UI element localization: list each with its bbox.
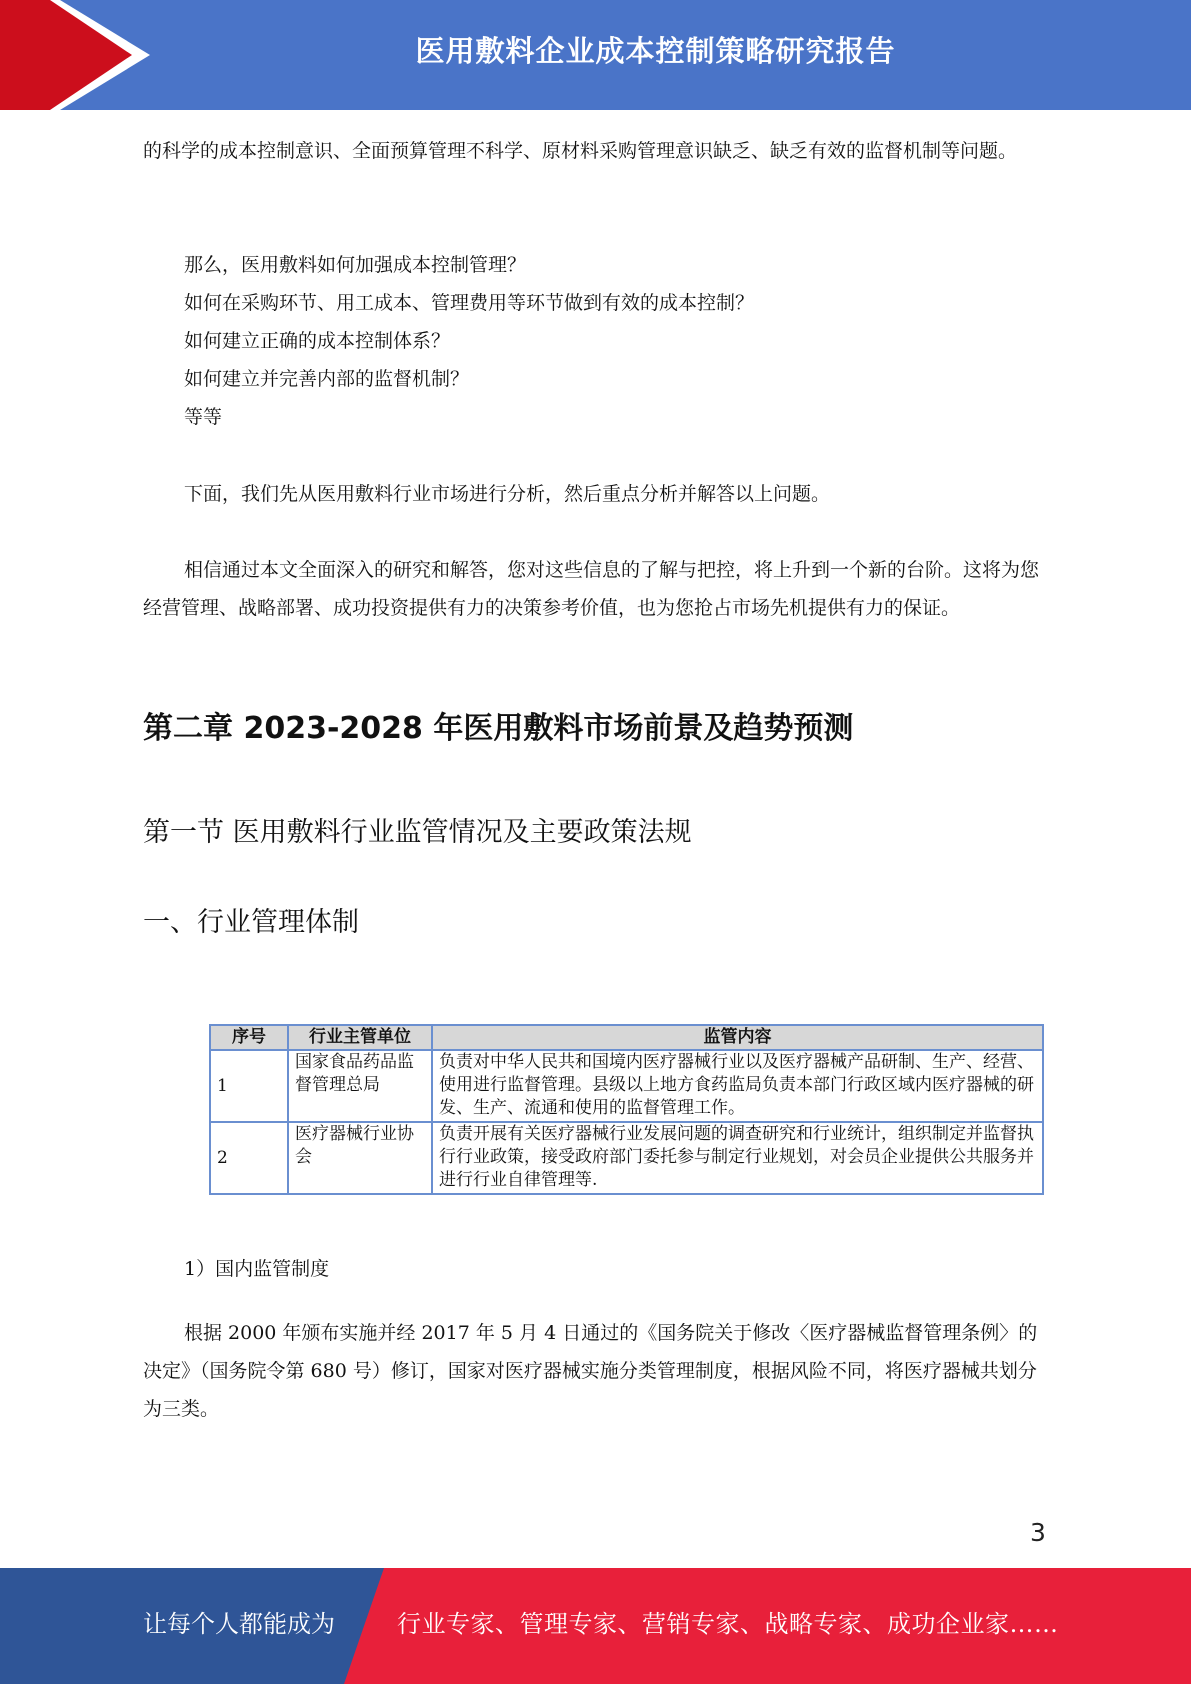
paragraph: 下面，我们先从医用敷料行业市场进行分析，然后重点分析并解答以上问题。 xyxy=(184,483,831,505)
regulator-name: 国家食品药品监督管理总局 xyxy=(288,1050,432,1122)
chapter-heading: 第二章 2023-2028 年医用敷料市场前景及趋势预测 xyxy=(143,711,854,746)
paragraph: 相信通过本文全面深入的研究和解答，您对这些信息的了解与把控，将上升到一个新的台阶。这将为您经营管理、战略部署、成功投资提供有力的决策参考价值，也为您抢占市场先机提供有力的保证。 xyxy=(143,559,1040,619)
column-header: 序号 xyxy=(210,1025,288,1050)
question-list xyxy=(143,246,1048,436)
table-row xyxy=(210,1050,1043,1122)
intro-paragraph-block xyxy=(143,132,1048,170)
section-heading: 第一节 医用敷料行业监管情况及主要政策法规 xyxy=(143,817,692,848)
question-item: 如何建立正确的成本控制体系？ xyxy=(184,330,451,352)
paragraph-continuation: 的科学的成本控制意识、全面预算管理不科学、原材料采购管理意识缺乏、缺乏有效的监督机制等问题。 xyxy=(143,140,1018,162)
regulatory-table xyxy=(209,1024,1044,1195)
footer-slogan-right: 行业专家、管理专家、营销专家、战略专家、成功企业家…… xyxy=(397,1610,1059,1638)
report-title: 医用敷料企业成本控制策略研究报告 xyxy=(415,34,896,68)
page-number: 3 xyxy=(1030,1518,1046,1547)
question-item: 如何在采购环节、用工成本、管理费用等环节做到有效的成本控制？ xyxy=(184,292,755,314)
question-item: 如何建立并完善内部的监督机制？ xyxy=(184,368,470,390)
row-number: 2 xyxy=(210,1122,288,1194)
paragraph-block xyxy=(143,551,1048,627)
table-row xyxy=(210,1122,1043,1194)
question-item: 那么，医用敷料如何加强成本控制管理？ xyxy=(184,254,527,276)
page-footer xyxy=(0,1568,1191,1684)
question-item: 等等 xyxy=(184,406,223,428)
paragraph: 根据 2000 年颁布实施并经 2017 年 5 月 4 日通过的《国务院关于修改〈医疗器械监督管理条例〉的决定》（国务院令第 680 号）修订，国家对医疗器械实施分类管理制度，根据风险不同，将医疗器械共划分为三类。 xyxy=(143,1322,1038,1420)
paragraph-block xyxy=(143,475,1048,513)
list-item-heading: 1）国内监管制度 xyxy=(184,1258,330,1280)
page-header xyxy=(0,0,1191,110)
regulator-name: 医疗器械行业协会 xyxy=(288,1122,432,1194)
footer-slogan-left: 让每个人都能成为 xyxy=(143,1610,335,1638)
row-number: 1 xyxy=(210,1050,288,1122)
table-header-row xyxy=(210,1025,1043,1050)
subsection-heading: 一、行业管理体制 xyxy=(143,907,359,938)
column-header: 监管内容 xyxy=(432,1025,1043,1050)
column-header: 行业主管单位 xyxy=(288,1025,432,1050)
regulation-content: 负责对中华人民共和国境内医疗器械行业以及医疗器械产品研制、生产、经营、使用进行监督管理。县级以上地方食药监局负责本部门行政区域内医疗器械的研发、生产、流通和使用的监督管理工作。 xyxy=(432,1050,1043,1122)
regulation-content: 负责开展有关医疗器械行业发展问题的调查研究和行业统计，组织制定并监督执行行业政策，接受政府部门委托参与制定行业规划，对会员企业提供公共服务并进行行业自律管理等. xyxy=(432,1122,1043,1194)
